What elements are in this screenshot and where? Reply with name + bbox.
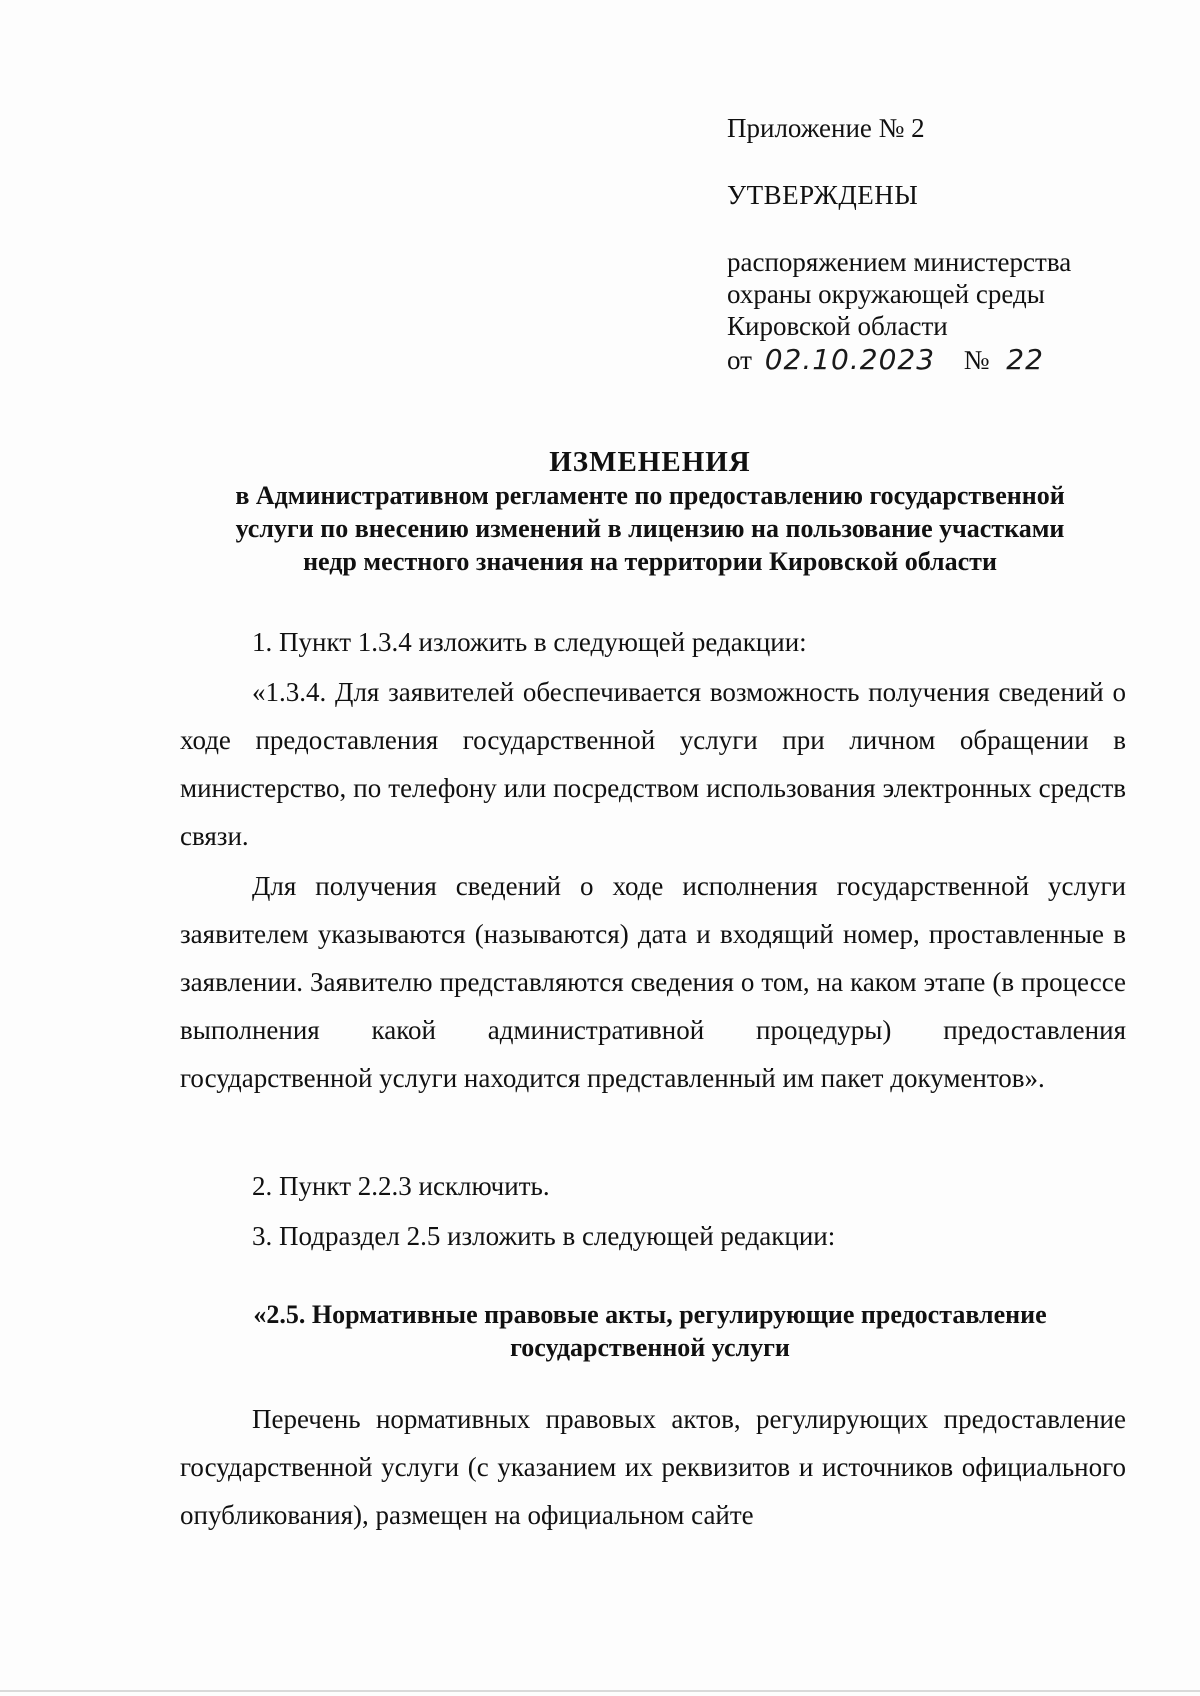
section-heading-line: «2.5. Нормативные правовые акты, регулирующие предоставление <box>253 1300 1047 1329</box>
issuer-lines <box>727 246 1147 342</box>
issuer-line: Кировской области <box>727 311 948 341</box>
subtitle-line: услуги по внесению изменений в лицензию на пользование участками <box>235 514 1065 543</box>
annex-label: Приложение № 2 <box>727 113 925 143</box>
subtitle-line: недр местного значения на территории Кировской области <box>303 547 997 576</box>
document-title <box>160 445 1140 578</box>
paragraph-item-3: 3. Подраздел 2.5 изложить в следующей редакции: <box>252 1221 836 1251</box>
section-heading-line: государственной услуги <box>510 1333 790 1362</box>
handwritten-number: 22 <box>1006 343 1044 376</box>
title-heading: ИЗМЕНЕНИЯ <box>549 446 751 478</box>
issuer-line: распоряжением министерства <box>727 247 1072 277</box>
handwritten-date: 02.10.2023 <box>764 343 936 376</box>
paragraph-status-info: Для получения сведений о ходе исполнения государственной услуги заявителем указываются (называются) дата и входящий номер, проставленные в заявлении. Заявителю представляются сведения о том, на каком этапе (в процессе выполнения какой административной процедуры) предоставления государственной услуги находится представленный им пакет документов». <box>180 871 1126 1093</box>
scan-edge-divider <box>0 1690 1200 1692</box>
paragraph-item-2: 2. Пункт 2.2.3 исключить. <box>252 1171 550 1201</box>
subtitle-line: в Административном регламенте по предоставлению государственной <box>235 481 1065 510</box>
date-number-line <box>727 344 1147 376</box>
paragraph-legal-acts-list: Перечень нормативных правовых актов, регулирующих предоставление государственной услуги (с указанием их реквизитов и источников официального опубликования), размещен на официальном сайте <box>180 1404 1126 1530</box>
issuer-line: охраны окружающей среды <box>727 279 1045 309</box>
paragraph-clause-1-3-4: «1.3.4. Для заявителей обеспечивается возможность получения сведений о ходе предоставления государственной услуги при личном обращении в министерство, по телефону или посредством использования электронных средств связи. <box>180 677 1126 851</box>
approved-label: УТВЕРЖДЕНЫ <box>727 180 919 210</box>
date-prefix: от <box>727 345 752 375</box>
approval-block <box>727 112 1147 376</box>
section-heading-2-5 <box>160 1298 1140 1364</box>
number-prefix: № <box>963 345 990 375</box>
paragraph-item-1: 1. Пункт 1.3.4 изложить в следующей редакции: <box>252 627 807 657</box>
title-subtitle <box>160 479 1140 578</box>
